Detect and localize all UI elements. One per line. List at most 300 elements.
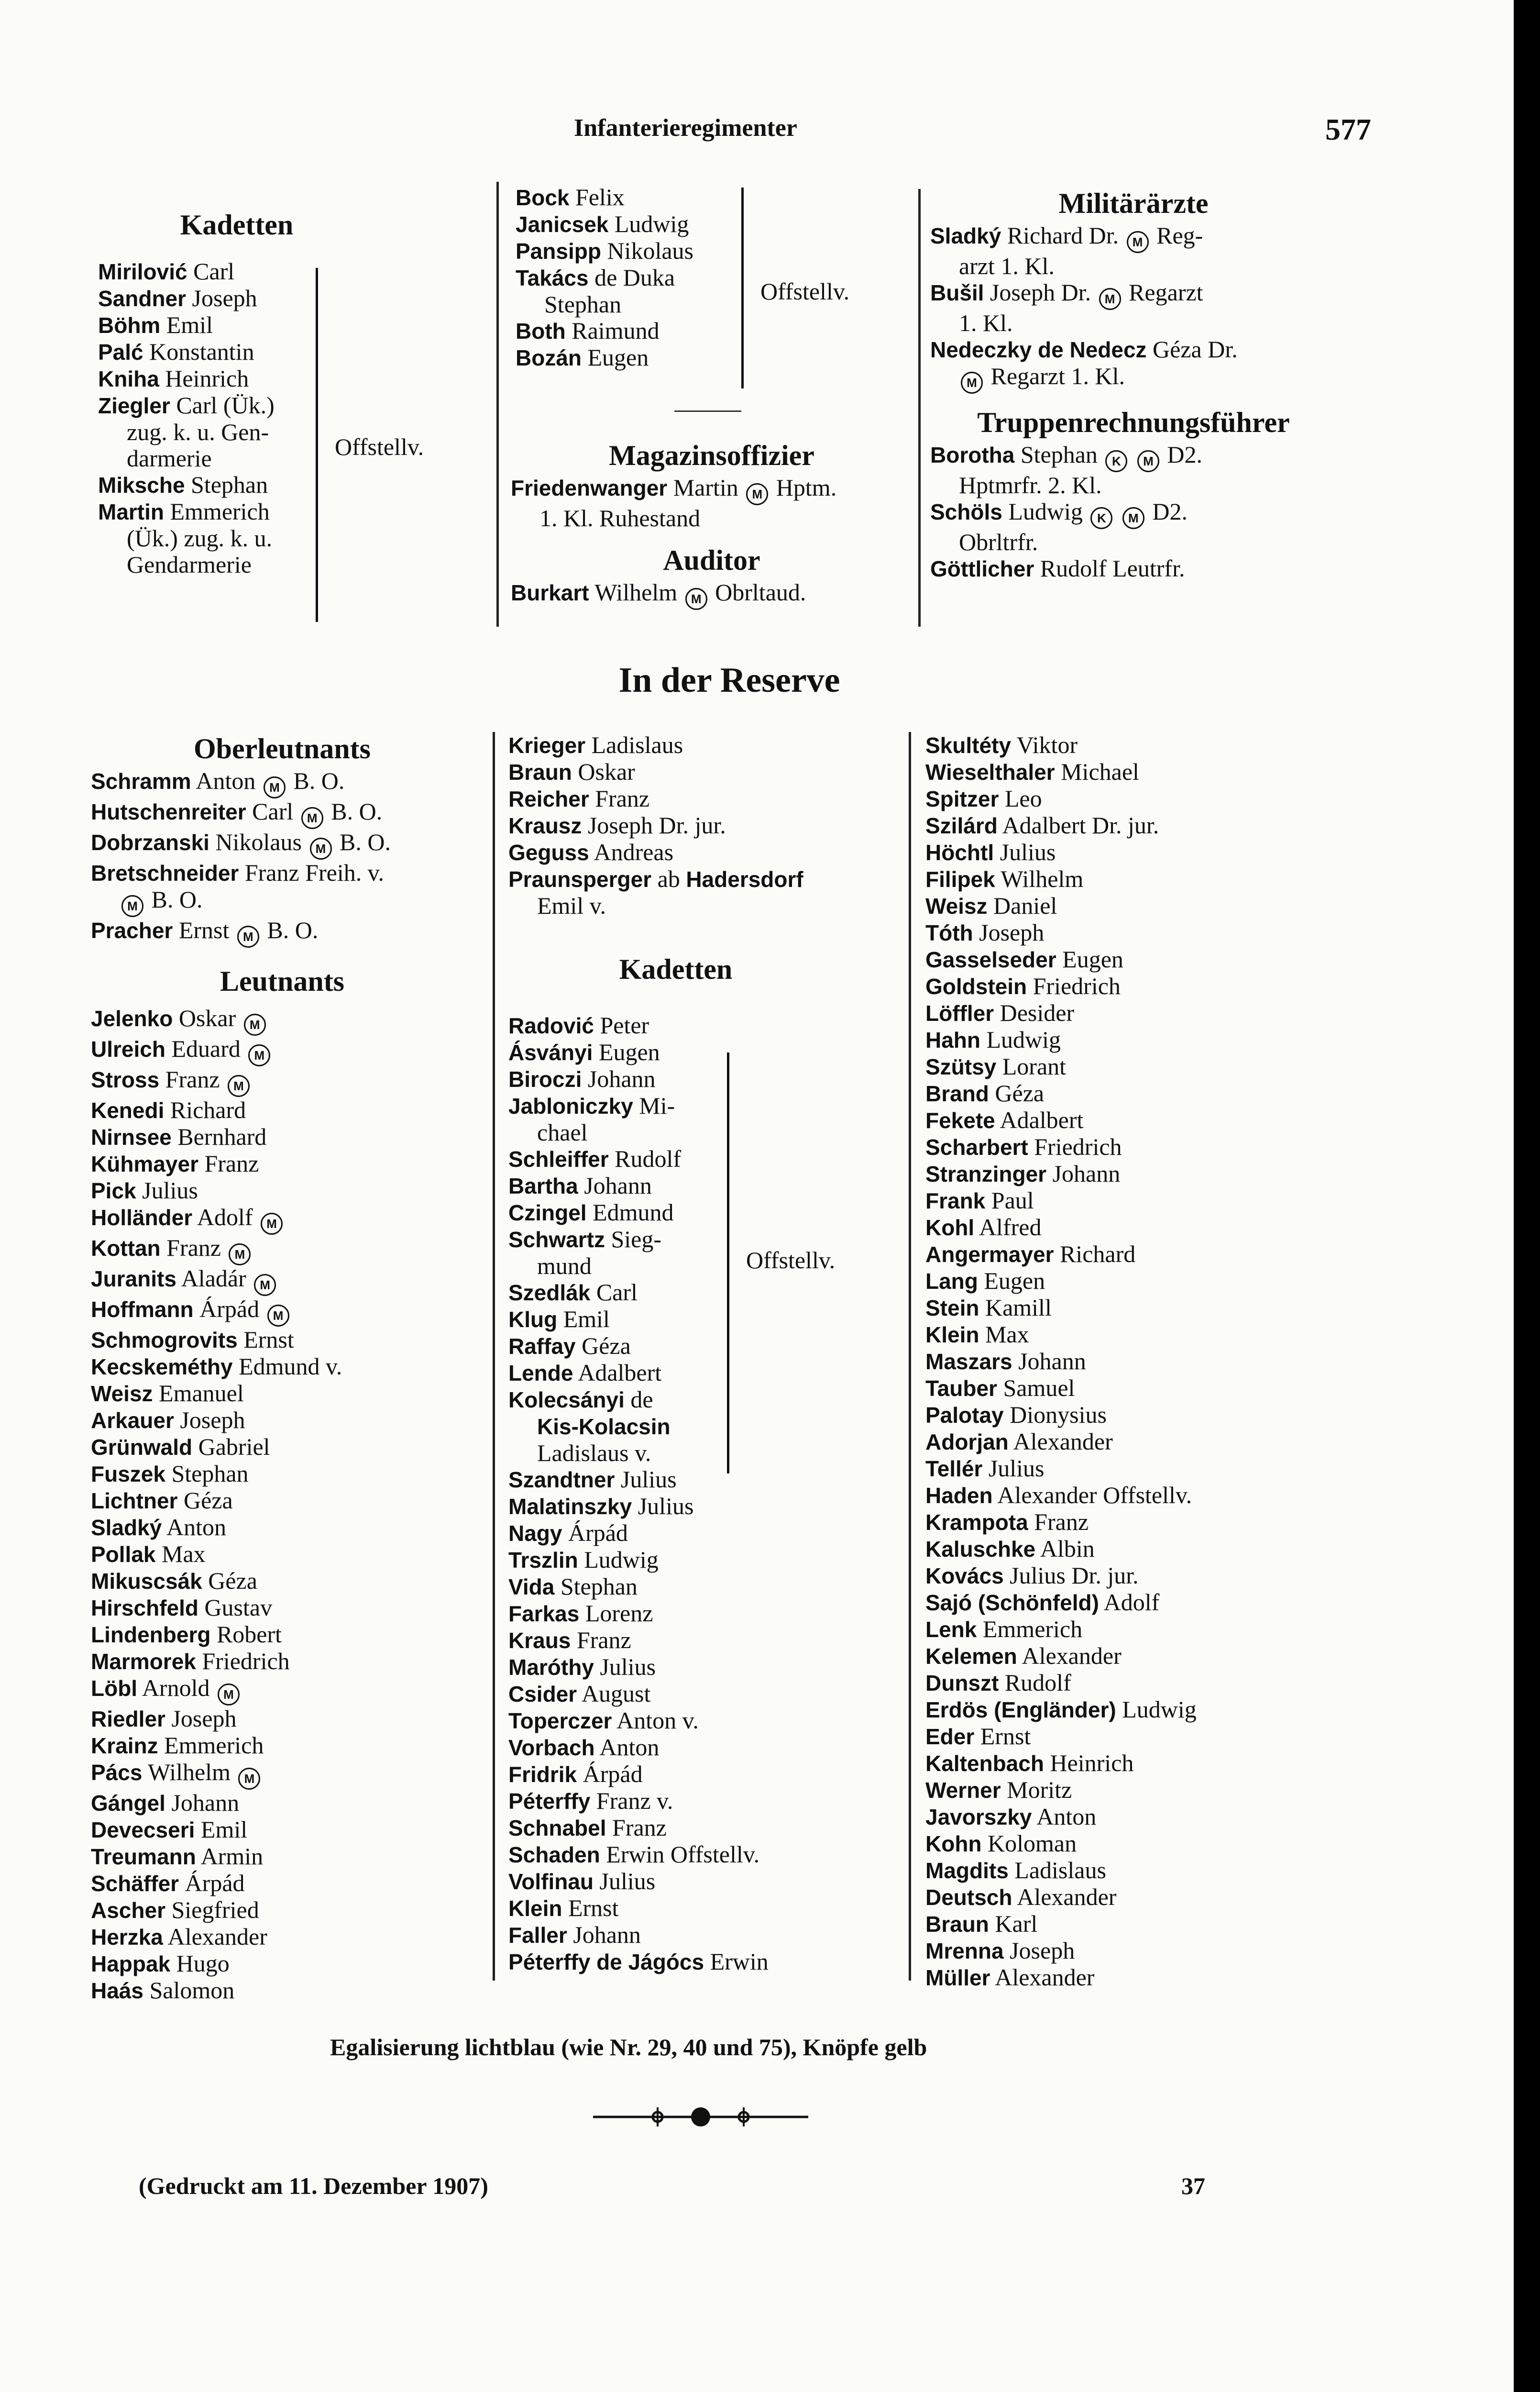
- ob-2-name: Hutschenreiter: [91, 799, 246, 824]
- list-entry: [508, 839, 920, 866]
- entry-surname: Lende: [508, 1361, 573, 1385]
- list-entry: [925, 786, 1356, 812]
- list-entry: [925, 1509, 1356, 1536]
- list-entry: [508, 1573, 920, 1600]
- reserve-kadetten-list: [508, 1012, 920, 1975]
- entry-rest: Emil: [195, 1816, 248, 1843]
- entry-surname: Volfinau: [508, 1869, 594, 1894]
- entry-surname: Marmorek: [91, 1649, 196, 1674]
- entry-rest: Edmund: [586, 1199, 674, 1226]
- entry-rest: Rudolf: [999, 1669, 1071, 1696]
- entry-surname: Kohl: [925, 1215, 975, 1240]
- entry-rest: darmerie: [127, 445, 212, 472]
- entry-rest: Joseph: [973, 919, 1045, 946]
- entry-surname: Pick: [91, 1178, 136, 1203]
- heading-kadetten: Kadetten: [180, 209, 294, 241]
- entry-surname: Kelemen: [925, 1644, 1017, 1669]
- entry-rest: Julius: [615, 1466, 677, 1493]
- list-entry: [508, 1681, 920, 1707]
- entry-rest: Sieg-: [605, 1226, 661, 1252]
- heading-truppenrechnungsfuehrer: Truppenrechnungsführer: [977, 407, 1290, 438]
- entry-rest: de Duka: [588, 264, 675, 291]
- col3-bottom: [925, 732, 1356, 1991]
- entry-surname: Fridrik: [508, 1762, 577, 1787]
- entry-surname: Jelenko: [91, 1006, 173, 1031]
- brace-col2: [732, 188, 744, 388]
- tr-1-rest: Stephan: [1014, 441, 1098, 468]
- entry-rest: Franz: [571, 1627, 631, 1653]
- entry-rest: Ludwig: [578, 1546, 659, 1573]
- brace-label-col2: Offstellv.: [760, 278, 850, 305]
- list-entry: [925, 1107, 1356, 1134]
- entry-surname: Jabloniczky: [508, 1094, 633, 1118]
- entry-surname: Kaltenbach: [925, 1751, 1044, 1776]
- medal-icon: M: [244, 1014, 266, 1036]
- entry-rest: Géza: [177, 1487, 233, 1514]
- entry-rest: Franz: [589, 785, 650, 812]
- list-entry: [925, 1589, 1356, 1616]
- entry-rest: Adalbert: [995, 1107, 1084, 1133]
- entry-rest: Heinrich: [1044, 1750, 1134, 1776]
- list-entry: [508, 1360, 920, 1386]
- entry-surname: Nirnsee: [91, 1125, 172, 1150]
- entry-surname: Holländer: [91, 1205, 193, 1230]
- entry-surname: Péterffy: [508, 1789, 591, 1814]
- list-entry: [91, 1924, 497, 1950]
- entry-rest: Johann: [567, 1921, 641, 1948]
- entry-rest: Salomon: [143, 1977, 235, 2004]
- entry-rest: Franz v.: [590, 1787, 673, 1814]
- entry-rest: Franz: [1028, 1508, 1089, 1535]
- list-entry: [98, 258, 481, 285]
- list-entry: [508, 1493, 920, 1520]
- heading-kadetten-reserve: Kadetten: [619, 953, 733, 985]
- entry-rest: Emmerich: [158, 1732, 264, 1759]
- list-entry: [98, 472, 481, 498]
- entry-rest: Lorant: [996, 1053, 1067, 1080]
- list-entry: [925, 1670, 1356, 1696]
- ob-1-tail: B. O.: [287, 767, 345, 794]
- list-entry: [925, 1053, 1356, 1080]
- tr-2-name: Schöls: [930, 499, 1002, 524]
- entry-rest: Julius Dr. jur.: [1003, 1562, 1139, 1589]
- arzt-2-rest: Joseph Dr.: [984, 279, 1091, 306]
- list-entry: [925, 1938, 1356, 1964]
- entry-surname: Schwartz: [508, 1227, 605, 1252]
- entry-surname: Treumann: [91, 1844, 196, 1869]
- list-entry: [925, 1348, 1356, 1375]
- entry-surname: Kraus: [508, 1628, 571, 1653]
- list-entry: [925, 759, 1356, 786]
- list-entry: [91, 1595, 497, 1621]
- entry-surname: Müller: [925, 1965, 990, 1990]
- entry-surname: Trszlin: [508, 1548, 578, 1573]
- entry-rest: Johann: [578, 1172, 652, 1199]
- entry-surname: Both: [516, 319, 566, 343]
- entry-surname: Szilárd: [925, 813, 998, 838]
- list-entry: [925, 1321, 1356, 1348]
- entry-surname: Ascher: [91, 1898, 165, 1923]
- list-entry: [91, 1621, 497, 1648]
- entry-surname: Hoffmann: [91, 1297, 194, 1322]
- list-entry: [516, 184, 927, 211]
- entry-rest: Adalbert: [573, 1359, 662, 1386]
- tr-2-tail: D2.: [1146, 498, 1188, 525]
- list-entry: [516, 265, 927, 291]
- entry-surname: Kohn: [925, 1831, 982, 1856]
- magazin-rank: Hptm.: [770, 474, 837, 501]
- entry-rest: Aladár: [176, 1265, 246, 1292]
- entry-rest: Alexander Offstellv.: [992, 1482, 1192, 1508]
- entry-surname: Ásványi: [508, 1040, 593, 1065]
- entry-rest: Árpád: [179, 1870, 245, 1896]
- entry-rest: Anton: [162, 1514, 227, 1540]
- list-entry: [925, 1482, 1356, 1509]
- list-entry: [925, 1027, 1356, 1053]
- magazin-name: Friedenwanger: [511, 476, 668, 500]
- list-entry: [925, 1723, 1356, 1750]
- medal-icon: M: [961, 372, 983, 394]
- entry-rest: Julius: [632, 1493, 694, 1519]
- list-entry: [925, 1455, 1356, 1482]
- list-entry: [516, 291, 927, 318]
- list-entry: [508, 1413, 920, 1440]
- entry-rest: Stephan: [554, 1573, 638, 1600]
- medal-icon: M: [248, 1044, 270, 1066]
- entry-rest: Johann: [165, 1789, 240, 1816]
- list-entry: [508, 1173, 920, 1199]
- entry-rest: Joseph: [186, 285, 257, 311]
- running-header: Infanterieregimenter: [574, 114, 797, 142]
- list-entry: [925, 1134, 1356, 1161]
- entry-surname: Stross: [91, 1067, 160, 1092]
- entry-rest: Julius: [594, 1653, 656, 1680]
- list-entry: [91, 1327, 497, 1353]
- entry-rest: chael: [537, 1119, 588, 1146]
- entry-surname: Mirilović: [98, 259, 187, 284]
- entry-rest: Arnold: [137, 1674, 210, 1701]
- magazin-first: Martin: [667, 474, 738, 501]
- heading-oberleutnants: Oberleutnants: [193, 733, 371, 764]
- entry-surname: Szandtner: [508, 1467, 615, 1492]
- entry-rest: Peter: [594, 1012, 649, 1039]
- entry-surname: Hahn: [925, 1028, 980, 1052]
- entry-rest: Adolf: [192, 1204, 253, 1230]
- entry-rest: Michael: [1055, 758, 1139, 785]
- tr-3-rest: Rudolf Leutrfr.: [1034, 555, 1185, 582]
- entry-surname: Szedlák: [508, 1280, 591, 1305]
- entry-surname: Czingel: [508, 1200, 587, 1225]
- ob-3-rest: Nikolaus: [209, 829, 302, 855]
- list-entry: [508, 1306, 920, 1333]
- list-entry: [925, 1696, 1356, 1723]
- entry-rest: Armin: [196, 1843, 264, 1870]
- entry-surname: Sajó (Schönfeld): [925, 1590, 1099, 1615]
- entry-rest: Julius: [136, 1177, 198, 1204]
- entry-rest: zug. k. u. Gen-: [127, 419, 269, 445]
- entry-rest: Ludwig: [1116, 1696, 1197, 1723]
- list-entry: [925, 893, 1356, 919]
- column-rule: [496, 182, 499, 627]
- entry-surname: Klein: [508, 1896, 562, 1921]
- medal-icon: M: [267, 1305, 289, 1327]
- list-entry: [516, 238, 927, 265]
- entry-rest: Bernhard: [171, 1123, 267, 1150]
- list-entry: [91, 1705, 497, 1732]
- entry-surname: Krampota: [925, 1510, 1028, 1535]
- list-entry: [91, 1380, 497, 1407]
- list-entry: [98, 525, 481, 552]
- medal-icon: M: [261, 1213, 283, 1235]
- col3-top: [930, 184, 1337, 582]
- auditor-name: Burkart: [511, 580, 589, 605]
- entry-rest: Géza: [575, 1332, 631, 1359]
- list-entry: [91, 1675, 497, 1705]
- entry-surname: Grünwald: [91, 1435, 193, 1460]
- entry-surname: Toperczer: [508, 1708, 612, 1733]
- list-entry: [925, 1562, 1356, 1589]
- list-entry: [91, 1977, 497, 2004]
- arzt-1-line2: arzt 1. Kl.: [959, 253, 1055, 279]
- entry-surname: Kenedi: [91, 1098, 165, 1123]
- list-entry: [91, 1950, 497, 1977]
- entry-surname: Geguss: [508, 840, 589, 865]
- entry-surname: Spitzer: [925, 786, 999, 811]
- rule: [674, 410, 741, 412]
- entry-rest: Mi-: [633, 1092, 675, 1119]
- list-entry: [508, 1199, 920, 1226]
- list-entry: [98, 285, 481, 312]
- entry-rest: Stephan: [165, 1460, 249, 1487]
- medal-icon: M: [301, 807, 323, 829]
- entry-surname: Fuszek: [91, 1462, 165, 1486]
- entry-rest: Ladislaus: [585, 731, 683, 758]
- list-entry: [508, 1788, 920, 1815]
- entry-rest: Max: [979, 1321, 1029, 1348]
- entry-surname: Schäffer: [91, 1871, 179, 1896]
- list-entry: [91, 1816, 497, 1843]
- list-entry: [91, 1296, 497, 1327]
- entry-surname: Mikuscsák: [91, 1569, 202, 1594]
- list-entry: [91, 1353, 497, 1380]
- entry-surname: Hirschfeld: [91, 1595, 198, 1620]
- list-entry: [508, 1895, 920, 1922]
- entry-surname: Pács: [91, 1760, 143, 1785]
- entry-surname: Kühmayer: [91, 1152, 198, 1176]
- entry-rest: Anton: [1032, 1803, 1097, 1830]
- ob-4-name: Bretschneider: [91, 861, 239, 886]
- entry-surname: Löffler: [925, 1001, 994, 1026]
- entry-rest: Rudolf: [608, 1145, 682, 1172]
- list-entry: [91, 1265, 497, 1296]
- entry-rest: Eduard: [165, 1035, 241, 1062]
- medal-icon: M: [254, 1274, 276, 1296]
- entry-rest: Ludwig: [608, 210, 689, 237]
- entry-rest: de: [624, 1386, 653, 1413]
- entry-surname: Herzka: [91, 1925, 163, 1949]
- list-entry: [508, 893, 920, 919]
- list-entry: [516, 344, 927, 371]
- entry-rest: Leo: [999, 785, 1042, 812]
- tr-1-tail: D2.: [1161, 441, 1203, 468]
- list-entry: [508, 1039, 920, 1066]
- entry-rest: Alexander: [1008, 1428, 1113, 1455]
- entry-surname: Kottan: [91, 1236, 161, 1261]
- entry-rest: Eugen: [1056, 946, 1123, 973]
- entry-surname: Goldstein: [925, 974, 1027, 999]
- list-entry: [91, 1759, 497, 1790]
- ob-2-rest: Carl: [246, 798, 294, 825]
- entry-rest: Siegfried: [165, 1896, 259, 1923]
- entry-rest: Albin: [1035, 1535, 1095, 1562]
- entry-rest: Julius: [594, 1868, 656, 1894]
- entry-surname: Scharbert: [925, 1135, 1028, 1160]
- entry-surname: Eder: [925, 1724, 975, 1749]
- brace-col1: [306, 268, 318, 622]
- entry-surname: Stranzinger: [925, 1162, 1047, 1186]
- list-entry: [925, 1402, 1356, 1429]
- entry-surname: Haás: [91, 1978, 143, 2003]
- list-entry: [91, 1487, 497, 1514]
- entry-rest: Julius: [982, 1455, 1045, 1482]
- list-entry: [925, 1884, 1356, 1911]
- entry-rest: Julius: [994, 839, 1056, 865]
- entry-surname: Faller: [508, 1923, 567, 1948]
- medal-icon: M: [746, 483, 768, 505]
- entry-surname: Happak: [91, 1951, 171, 1976]
- list-entry: [925, 1241, 1356, 1268]
- entry-rest: Adolf: [1099, 1589, 1160, 1616]
- entry-rest: Carl: [187, 258, 235, 285]
- entry-surname: Lindenberg: [91, 1622, 211, 1647]
- entry-surname: Kniha: [98, 366, 159, 391]
- entry-surname: Biroczi: [508, 1067, 582, 1092]
- sheet-number: 37: [1181, 2172, 1205, 2199]
- list-entry: [508, 1066, 920, 1093]
- arzt-1-rest: Richard Dr.: [1001, 222, 1119, 249]
- list-entry: [91, 1407, 497, 1434]
- entry-surname: Böhm: [98, 313, 161, 338]
- list-entry: [925, 1161, 1356, 1187]
- list-entry: [508, 1253, 920, 1279]
- list-entry: [91, 1124, 497, 1151]
- entry-rest: Emil: [160, 311, 213, 338]
- entry-rest: Ladislaus: [1008, 1857, 1106, 1883]
- entry-surname: Bozán: [516, 345, 582, 370]
- entry-rest: Eugen: [593, 1039, 660, 1065]
- list-entry: [98, 312, 481, 339]
- list-entry: [925, 1750, 1356, 1777]
- list-entry: [925, 1375, 1356, 1402]
- medal-icon: M: [1099, 288, 1121, 310]
- entry-surname: Javorszky: [925, 1805, 1032, 1829]
- entry-rest: Johann: [582, 1065, 656, 1092]
- entry-surname: Malatinszky: [508, 1494, 632, 1519]
- medal-icon: M: [310, 838, 332, 860]
- entry-surname: Sandner: [98, 286, 187, 311]
- tr-3-name: Göttlicher: [930, 556, 1034, 581]
- list-entry: [98, 392, 481, 419]
- entry-rest: Ladislaus v.: [537, 1440, 651, 1466]
- ob-1-rest: Anton: [191, 767, 256, 794]
- list-entry: [508, 1922, 920, 1949]
- entry-surname: Skultéty: [925, 733, 1011, 758]
- list-entry: [508, 1707, 920, 1734]
- ob-1-name: Schramm: [91, 769, 191, 794]
- list-entry: [91, 1870, 497, 1897]
- entry-rest: Edmund v.: [232, 1353, 342, 1380]
- list-entry: [91, 1097, 497, 1124]
- entry-rest: Viktor: [1011, 731, 1078, 758]
- ob-5-name: Pracher: [91, 918, 173, 943]
- entry-surname: Mrenna: [925, 1938, 1004, 1963]
- list-entry: [508, 1868, 920, 1895]
- entry-rest: ab: [651, 865, 686, 892]
- entry-rest: Richard: [164, 1096, 246, 1123]
- brace-col2-bottom: [717, 1052, 729, 1473]
- list-entry: [508, 1734, 920, 1761]
- medal-icon: M: [1127, 231, 1149, 253]
- entry-surname: Schmogrovits: [91, 1328, 238, 1352]
- entry-rest: Friedrich: [1028, 1133, 1122, 1160]
- entry-surname: Palć: [98, 340, 143, 365]
- entry-rest: Robert: [210, 1621, 282, 1648]
- list-entry: [91, 1514, 497, 1541]
- heading-magazinsoffizier: Magazinsoffizier: [609, 440, 814, 471]
- entry-surname: Pollak: [91, 1542, 156, 1567]
- list-entry: [91, 1235, 497, 1265]
- entry-rest: Franz: [160, 1234, 221, 1261]
- entry-surname: Werner: [925, 1778, 1001, 1803]
- list-entry: [508, 786, 920, 812]
- magazin-line2: 1. Kl. Ruhestand: [539, 505, 701, 532]
- list-entry: [925, 946, 1356, 973]
- entry-surname: Angermayer: [925, 1242, 1054, 1267]
- ob-4-rest: Franz Freih. v.: [239, 859, 384, 886]
- list-entry: [516, 211, 927, 238]
- heading-leutnants: Leutnants: [220, 965, 345, 997]
- entry-rest: Oskar: [173, 1005, 236, 1031]
- list-entry: [508, 1627, 920, 1654]
- knight-cross-icon: K: [1105, 450, 1127, 472]
- entry-surname: Erdös (Engländer): [925, 1697, 1116, 1722]
- entry-rest: Friedrich: [196, 1648, 290, 1674]
- entry-rest: Erwin Offstellv.: [600, 1841, 760, 1868]
- entry-rest: Anton v.: [612, 1707, 699, 1734]
- entry-surname: Kaluschke: [925, 1537, 1036, 1561]
- entry-rest: Erwin: [704, 1948, 769, 1975]
- entry-surname: Braun: [925, 1912, 989, 1937]
- entry-surname: Krieger: [508, 733, 586, 758]
- list-entry: [508, 1012, 920, 1039]
- list-entry: [508, 1093, 920, 1119]
- entry-surname: Stein: [925, 1296, 979, 1320]
- list-entry: [508, 1841, 920, 1868]
- column-rule: [493, 732, 495, 1981]
- entry-rest: Samuel: [997, 1374, 1075, 1401]
- list-entry: [91, 1732, 497, 1759]
- column-rule: [909, 732, 911, 1981]
- entry-rest: Friedrich: [1027, 973, 1121, 999]
- entry-surname: Schnabel: [508, 1816, 606, 1840]
- medal-icon: M: [1122, 507, 1144, 529]
- entry-surname: Janicsek: [516, 212, 609, 237]
- list-entry: [98, 498, 481, 525]
- knight-cross-icon: K: [1090, 507, 1112, 529]
- list-entry: [508, 812, 920, 839]
- brace-label-col1: Offstellv.: [335, 433, 424, 460]
- entry-rest: Gustav: [198, 1594, 273, 1621]
